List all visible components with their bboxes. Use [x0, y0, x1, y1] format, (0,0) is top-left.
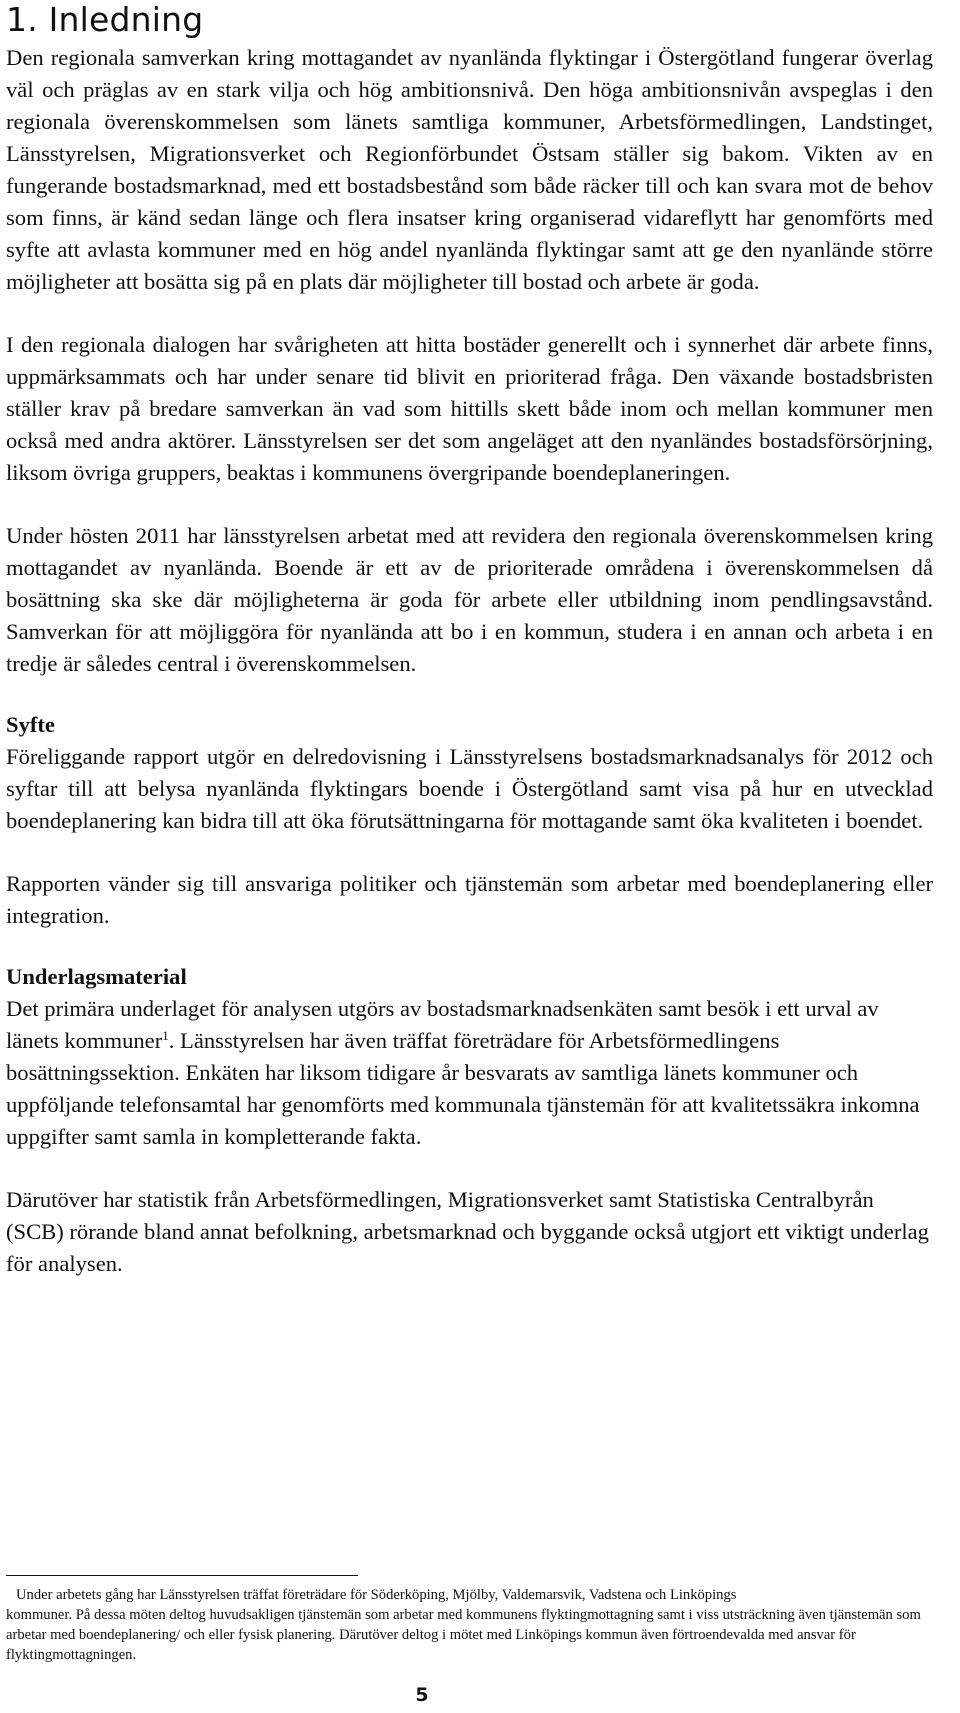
footnote-reference[interactable]: 1	[162, 1028, 169, 1043]
footnote-continuation: kommuner. På dessa möten deltog huvudsakligen tjänstemän som arbetar med kommunens flyktingmottagning samt i viss utsträckning även tjänstemän som arbetar med boendeplanering/ och eller fysisk planering. Därutöver deltog i mötet med Linköpings kommun även förtroendevalda med ansvar för flyktingmottagningen.	[6, 1607, 921, 1663]
intro-paragraph-3: Under hösten 2011 har länsstyrelsen arbetat med att revidera den regionala överenskommelsen kring mottagandet av nyanlända. Boende är ett av de prioriterade områdena i överenskommelsen då bosättning ska ske där möjligheterna är goda för arbete eller utbildning inom pendlingsavstånd. Samverkan för att möjliggöra för nyanlända att bo i en kommun, studera i en annan och arbeta i en tredje är således central i överenskommelsen.	[6, 523, 933, 676]
underlag-paragraph-1-end: . Länsstyrelsen har även träffat företrädare för Arbetsförmedlingens bosättningssektion. Enkäten har liksom tidigare år besvarats av samtliga länets kommuner och uppföljande telefonsamtal har genomförts med kommunala tjänstemän för att kvalitetssäkra inkomna uppgifter samt samla in kompletterande fakta.	[6, 1028, 920, 1149]
document-page	[6, 0, 933, 1706]
underlag-paragraph-1-start: Det primära underlaget för analysen utgörs av bostadsmarknadsenkäten samt besök i ett urval av länets kommuner	[6, 996, 879, 1053]
syfte-paragraph-2: Rapporten vänder sig till ansvariga politiker och tjänstemän som arbetar med boendeplanering eller integration.	[6, 871, 933, 928]
underlag-paragraph-1	[6, 993, 933, 1153]
footnote-line-1: Under arbetets gång har Länsstyrelsen träffat företrädare för Söderköping, Mjölby, Valdemarsvik, Vadstena och Linköpings	[16, 1587, 737, 1603]
page-number: 5	[415, 1684, 429, 1706]
section-heading: 1. Inledning	[6, 0, 204, 39]
footnote-separator	[6, 1575, 358, 1576]
underlag-paragraph-2: Därutöver har statistik från Arbetsförmedlingen, Migrationsverket samt Statistiska Centralbyrån (SCB) rörande bland annat befolkning, arbetsmarknad och byggande också utgjort ett viktigt underlag för analysen.	[6, 1187, 929, 1276]
underlag-heading: Underlagsmaterial	[6, 964, 187, 989]
syfte-heading: Syfte	[6, 712, 55, 737]
intro-paragraph-2: I den regionala dialogen har svårigheten att hitta bostäder generellt och i synnerhet där arbete finns, uppmärksammats och har under senare tid blivit en prioriterad fråga. Den växande bostadsbristen ställer krav på bredare samverkan än vad som hittills skett både inom och mellan kommuner men också med andra aktörer. Länsstyrelsen ser det som angeläget att den nyanländes bostadsförsörjning, liksom övriga gruppers, beaktas i kommunens övergripande boendeplaneringen.	[6, 332, 933, 485]
syfte-paragraph-1: Föreliggande rapport utgör en delredovisning i Länsstyrelsens bostadsmarknadsanalys för 2012 och syftar till att belysa nyanlända flyktingars boende i Östergötland samt visa på hur en utvecklad boendeplanering kan bidra till att öka förutsättningarna för mottagande samt öka kvaliteten i boendet.	[6, 744, 933, 833]
intro-paragraph-1: Den regionala samverkan kring mottagandet av nyanlända flyktingar i Östergötland fungerar överlag väl och präglas av en stark vilja och hög ambitionsnivå. Den höga ambitionsnivån avspeglas i den regionala överenskommelsen som länets samtliga kommuner, Arbetsförmedlingen, Landstinget, Länsstyrelsen, Migrationsverket och Regionförbundet Östsam ställer sig bakom. Vikten av en fungerande bostadsmarknad, med ett bostadsbestånd som både räcker till och kan svara mot de behov som finns, är känd sedan länge och flera insatser kring organiserad vidareflytt har genomförts med syfte att avlasta kommuner med en hög andel nyanlända flyktingar samt att ge den nyanlände större möjligheter att bosätta sig på en plats där möjligheter till bostad och arbete är goda.	[6, 45, 933, 294]
footnote	[6, 1585, 933, 1665]
